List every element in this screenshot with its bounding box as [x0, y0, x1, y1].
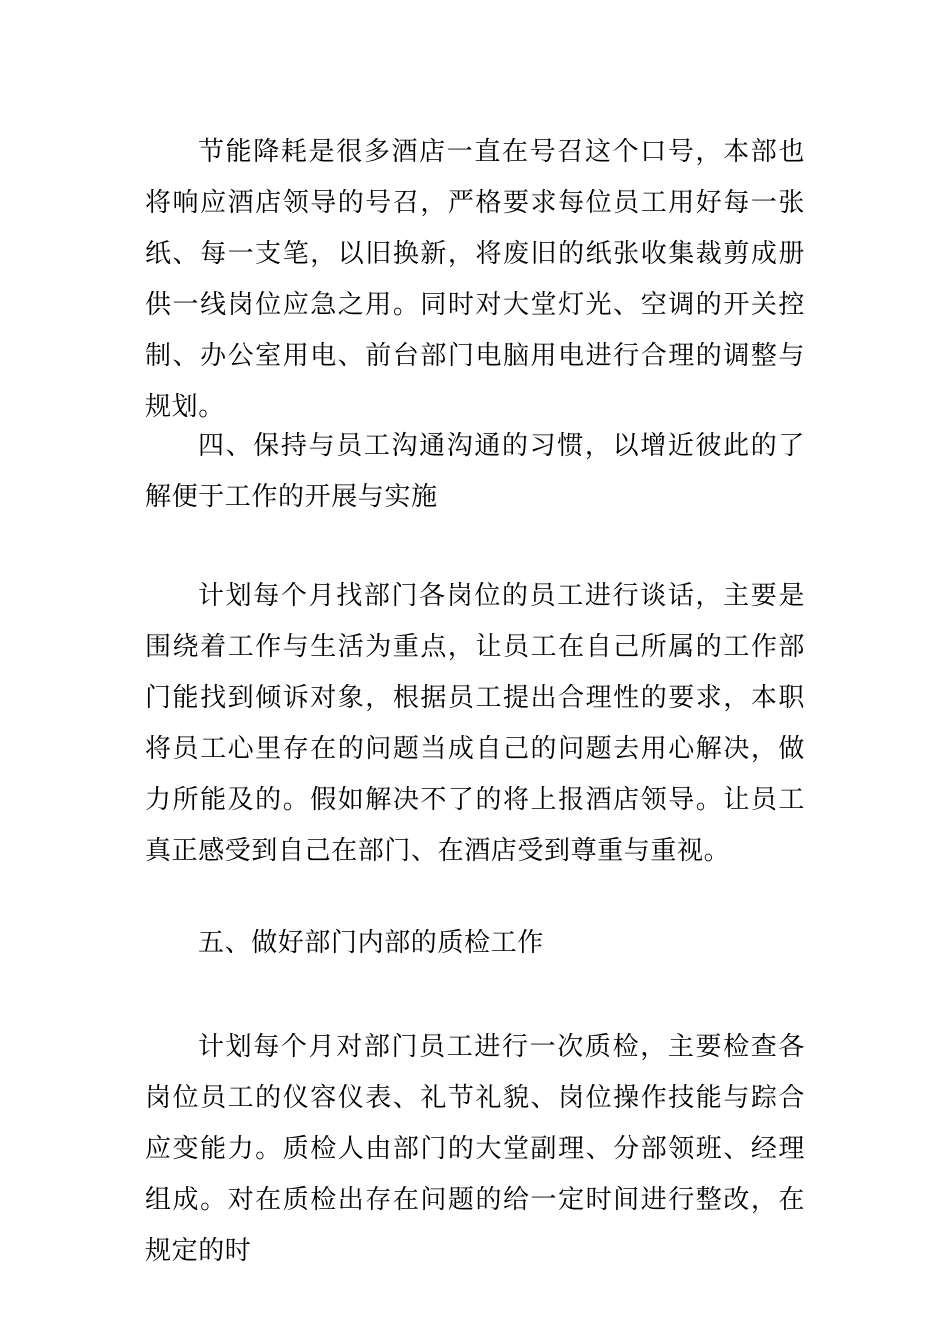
- section-heading-4: 四、保持与员工沟通沟通的习惯，以增近彼此的了解便于工作的开展与实施: [145, 431, 805, 512]
- paragraph-staff-communication: 计划每个月找部门各岗位的员工进行谈话，主要是围绕着工作与生活为重点，让员工在自己所属的工作部门能找到倾诉对象，根据员工提出合理性的要求，本职将员工心里存在的问题当成自己的问题去用心解决，做力所能及的。假如解决不了的将上报酒店领导。让员工真正感受到自己在部门、在酒店受到尊重与重视。: [145, 581, 805, 866]
- paragraph-quality-inspection: 计划每个月对部门员工进行一次质检，主要检查各岗位员工的仪容仪表、礼节礼貌、岗位操作技能与踪合应变能力。质检人由部门的大堂副理、分部领班、经理组成。对在质检出存在问题的给一定时间进行整改，在规定的时: [145, 1032, 805, 1266]
- section-heading-5: 五、做好部门内部的质检工作: [198, 928, 544, 958]
- paragraph-energy-saving: 节能降耗是很多酒店一直在号召这个口号，本部也将响应酒店领导的号召，严格要求每位员工用好每一张纸、每一支笔，以旧换新，将废旧的纸张收集裁剪成册供一线岗位应急之用。同时对大堂灯光、空调的开关控制、办公室用电、前台部门电脑用电进行合理的调整与规划。: [145, 137, 805, 422]
